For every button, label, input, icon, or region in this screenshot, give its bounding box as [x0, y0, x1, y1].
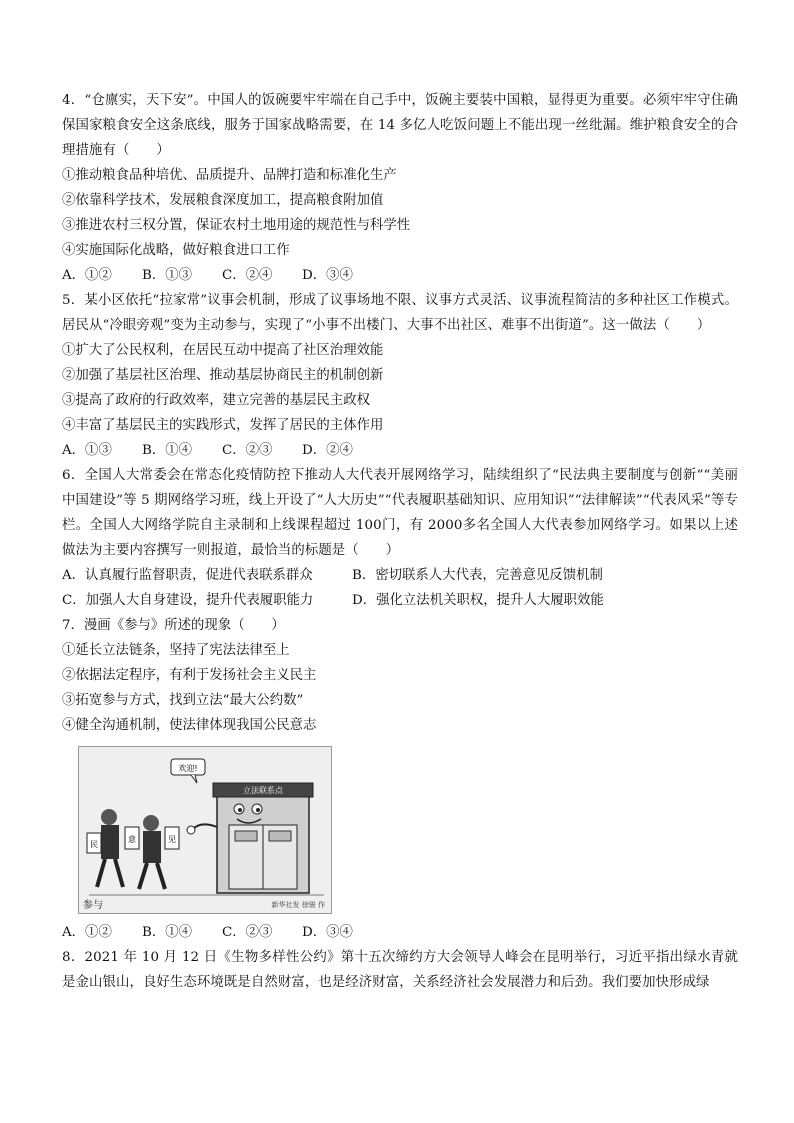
q6-option-c[interactable]: C．加强人大自身建设，提升代表履职能力: [62, 593, 314, 608]
card-text-2: 意: [128, 835, 136, 844]
q7-item-2: ②依据法定程序，有利于发扬社会主义民主: [62, 668, 317, 683]
q5-option-b[interactable]: B．①④: [142, 443, 193, 458]
q4-item-3: ③推进农村三权分置，保证农村土地用途的规范性与科学性: [62, 218, 411, 233]
q5-item-2: ②加强了基层社区治理、推动基层协商民主的机制创新: [62, 368, 384, 383]
q5-item-3: ③提高了政府的行政效率，建立完善的基层民主政权: [62, 393, 370, 408]
q7-option-a[interactable]: A．①②: [62, 925, 112, 940]
q6-option-b[interactable]: B．密切联系人大代表，完善意见反馈机制: [352, 568, 603, 583]
card-text-1: 民: [90, 840, 98, 849]
q5-item-4: ④丰富了基层民主的实践形式，发挥了居民的主体作用: [62, 418, 384, 433]
exam-page: [62, 88, 738, 995]
q4-item-2: ②依靠科学技术，发展粮食深度加工，提高粮食附加值: [62, 193, 384, 208]
q4-item-1: ①推动粮食品种培优、品质提升、品牌打造和标准化生产: [62, 168, 397, 183]
q5-item-1: ①扩大了公民权利，在居民互动中提高了社区治理效能: [62, 343, 384, 358]
q4-option-c[interactable]: C．②④: [222, 268, 273, 283]
q4-options: [62, 263, 738, 288]
cartoon-caption-title: 参与: [83, 900, 103, 911]
building-sign-text: 立法联系点: [243, 786, 283, 795]
q7-option-b[interactable]: B．①④: [142, 925, 193, 940]
q7-option-c[interactable]: C．②③: [222, 925, 273, 940]
q4-stem: 4．“仓廪实，天下安”。中国人的饭碗要牢牢端在自己手中，饭碗主要装中国粮，显得更为重要。必须牢牢守住确保国家粮食安全这条底线，服务于国家战略需要，在 14 多亿人吃饭问题上不能出现一丝纰漏。维护粮食安全的合理措施有（ ）: [62, 93, 738, 158]
q4-option-d[interactable]: D．③④: [302, 268, 353, 283]
q6-option-d[interactable]: D．强化立法机关职权，提升人大履职效能: [352, 593, 604, 608]
q8-stem: 8．2021 年 10 月 12 日《生物多样性公约》第十五次缔约方大会领导人峰会在昆明举行，习近平指出绿水青就是金山银山，良好生态环境既是自然财富，也是经济财富，关系经济社会发展潜力和后劲。我们要加快形成绿: [62, 950, 738, 990]
cartoon-participation: [78, 746, 332, 914]
q7-option-d[interactable]: D．③④: [302, 925, 353, 940]
q7-item-4: ④健全沟通机制，使法律体现我国公民意志: [62, 718, 317, 733]
q6-option-a[interactable]: A．认真履行监督职责，促进代表联系群众: [62, 568, 313, 583]
q5-option-c[interactable]: C．②③: [222, 443, 273, 458]
cartoon-caption-credit: 新华社发 徐骏 作: [271, 901, 325, 909]
q4-option-a[interactable]: A．①②: [62, 268, 112, 283]
q5-option-d[interactable]: D．②④: [302, 443, 353, 458]
q5-options: [62, 438, 738, 463]
cartoon-drawing: [79, 747, 331, 913]
q7-options: [62, 920, 738, 945]
q7-stem: 7．漫画《参与》所述的现象（ ）: [62, 618, 285, 633]
q6-options-row-2: [62, 588, 738, 613]
q4-option-b[interactable]: B．①③: [142, 268, 193, 283]
q6-options-row-1: [62, 563, 738, 588]
q5-stem: 5．某小区依托“拉家常”议事会机制，形成了议事场地不限、议事方式灵活、议事流程简洁的多种社区工作模式。居民从“冷眼旁观”变为主动参与，实现了“小事不出楼门、大事不出社区、难事不出街道”。这一做法（ ）: [62, 293, 738, 333]
q7-item-3: ③拓宽参与方式，找到立法“最大公约数”: [62, 693, 304, 708]
card-text-3: 见: [168, 835, 176, 844]
q4-item-4: ④实施国际化战略，做好粮食进口工作: [62, 243, 290, 258]
q6-stem: 6．全国人大常委会在常态化疫情防控下推动人大代表开展网络学习，陆续组织了“民法典主要制度与创新”“美丽中国建设”等 5 期网络学习班，线上开设了“人大历史”“代表履职基础知识、应用知识”“法律解读”“代表风采”等专栏。全国人大网络学院自主录制和上线课程超过 100门，有 2000多名全国人大代表参加网络学习。如果以上述做法为主要内容撰写一则报道，最恰当的标题是（ ）: [62, 468, 738, 558]
q5-option-a[interactable]: A．①③: [62, 443, 112, 458]
bubble-text: 欢迎!: [178, 764, 198, 773]
q7-item-1: ①延长立法链条，坚持了宪法法律至上: [62, 643, 290, 658]
